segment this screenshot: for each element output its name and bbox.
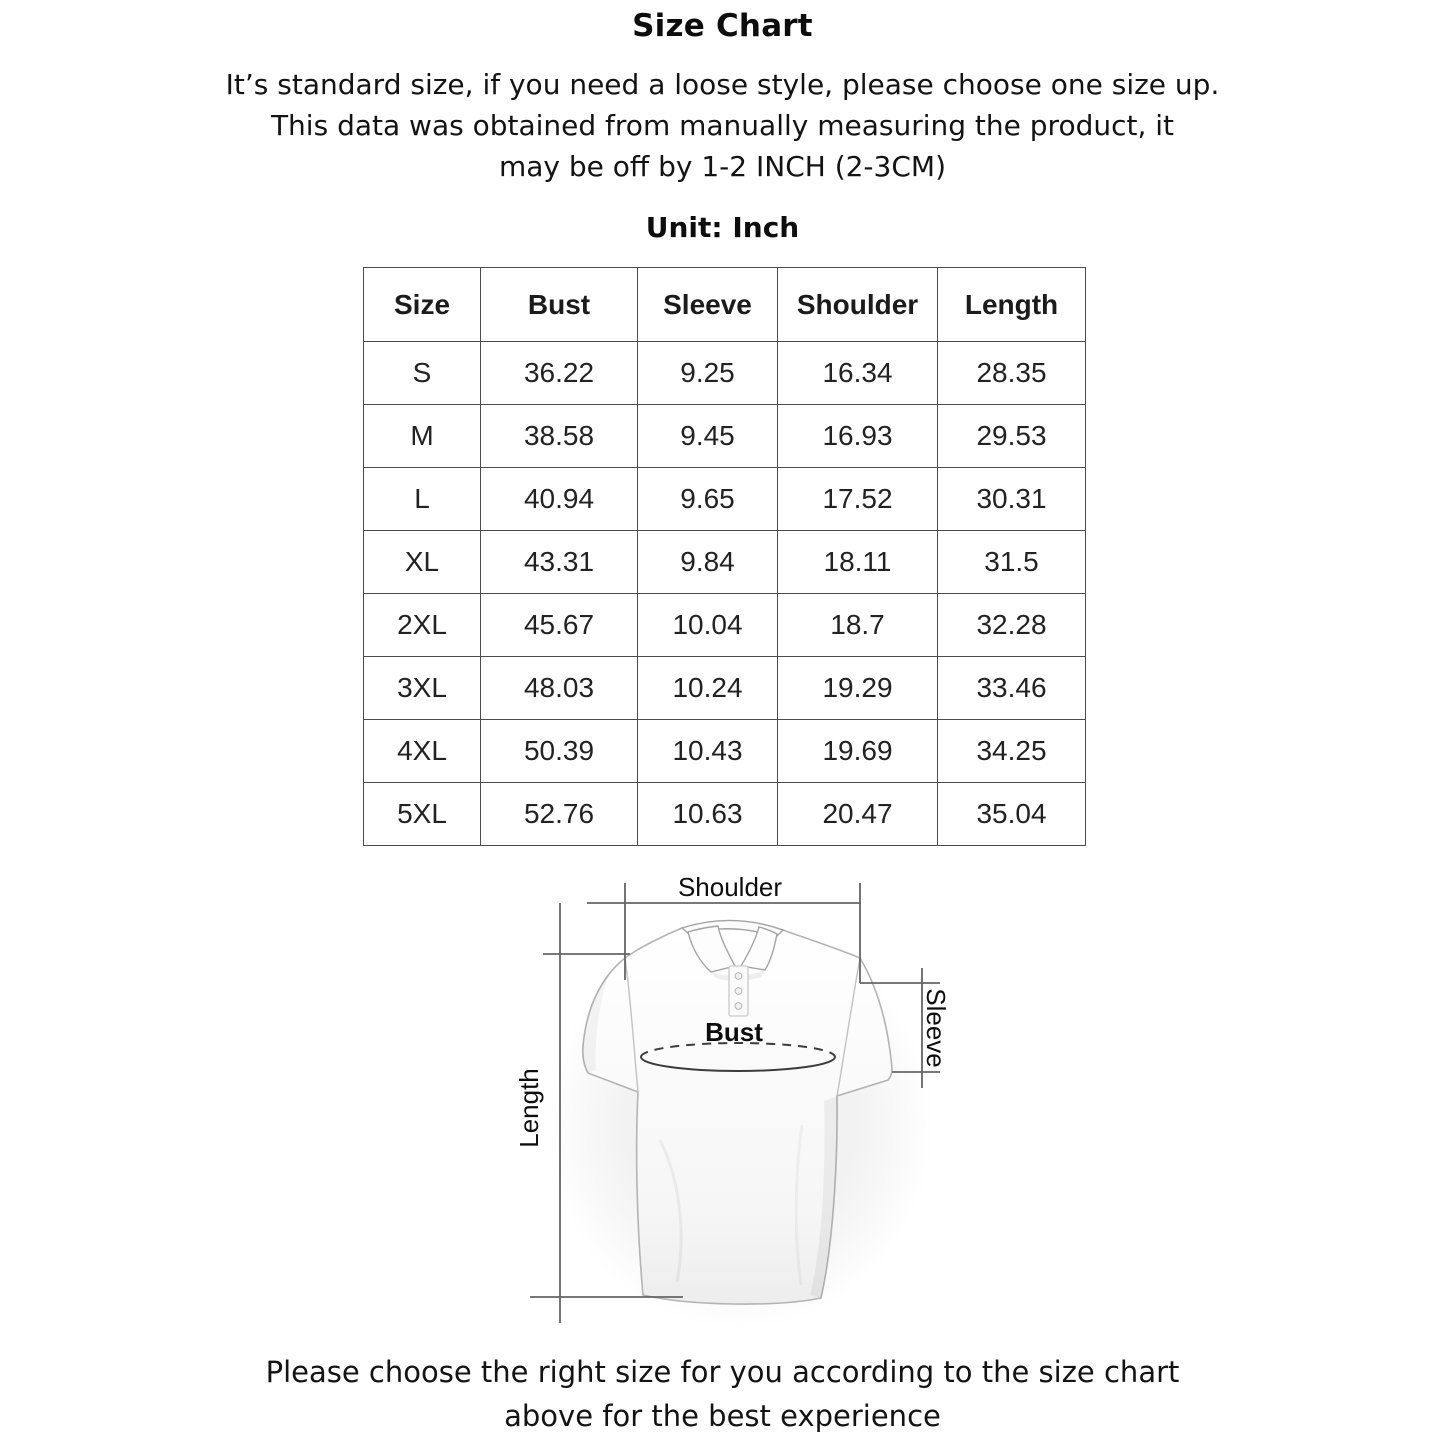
description-line-2: This data was obtained from manually measuring the product, it — [270, 109, 1175, 142]
size-description — [0, 64, 1445, 187]
table-cell: 4XL — [364, 720, 481, 783]
shoulder-label: Shoulder — [677, 872, 783, 902]
table-cell: 19.69 — [778, 720, 938, 783]
page-title: Size Chart — [632, 8, 813, 44]
table-cell: S — [364, 342, 481, 405]
table-cell: 10.04 — [638, 594, 778, 657]
table-cell: 43.31 — [481, 531, 638, 594]
table-cell: 2XL — [364, 594, 481, 657]
column-header-length: Length — [938, 268, 1086, 342]
table-row — [364, 342, 1086, 405]
table-cell: 45.67 — [481, 594, 638, 657]
sleeve-label: Sleeve — [921, 988, 951, 1068]
table-row — [364, 720, 1086, 783]
column-header-size: Size — [364, 268, 481, 342]
table-cell: 33.46 — [938, 657, 1086, 720]
column-header-shoulder: Shoulder — [778, 268, 938, 342]
table-cell: 48.03 — [481, 657, 638, 720]
table-cell: 34.25 — [938, 720, 1086, 783]
table-cell: 18.7 — [778, 594, 938, 657]
table-cell: 30.31 — [938, 468, 1086, 531]
table-cell: 3XL — [364, 657, 481, 720]
table-cell: 19.29 — [778, 657, 938, 720]
table-cell: 36.22 — [481, 342, 638, 405]
shirt-measurement-diagram — [480, 870, 1010, 1340]
table-cell: 9.84 — [638, 531, 778, 594]
table-cell: 28.35 — [938, 342, 1086, 405]
table-row — [364, 405, 1086, 468]
footer-note — [0, 1350, 1445, 1438]
table-cell: 10.63 — [638, 783, 778, 846]
table-cell: 10.24 — [638, 657, 778, 720]
table-cell: 20.47 — [778, 783, 938, 846]
table-cell: 35.04 — [938, 783, 1086, 846]
table-cell: XL — [364, 531, 481, 594]
button — [735, 988, 742, 995]
table-row — [364, 531, 1086, 594]
table-cell: 32.28 — [938, 594, 1086, 657]
table-row — [364, 594, 1086, 657]
table-header-row — [364, 268, 1086, 342]
column-header-sleeve: Sleeve — [638, 268, 778, 342]
length-label: Length — [514, 1068, 544, 1148]
shirt-illustration — [480, 870, 1010, 1340]
footer-line-1: Please choose the right size for you according to the size chart — [265, 1355, 1180, 1389]
table-cell: 50.39 — [481, 720, 638, 783]
footer-line-2: above for the best experience — [504, 1399, 941, 1433]
table-cell: 29.53 — [938, 405, 1086, 468]
table-cell: 16.34 — [778, 342, 938, 405]
table-cell: 10.43 — [638, 720, 778, 783]
table-cell: 9.45 — [638, 405, 778, 468]
table-cell: 31.5 — [938, 531, 1086, 594]
table-row — [364, 468, 1086, 531]
table-cell: 38.58 — [481, 405, 638, 468]
table-row — [364, 783, 1086, 846]
size-table — [363, 267, 1086, 846]
table-cell: 17.52 — [778, 468, 938, 531]
button — [735, 973, 742, 980]
table-cell: M — [364, 405, 481, 468]
column-header-bust: Bust — [481, 268, 638, 342]
table-cell: 18.11 — [778, 531, 938, 594]
table-cell: 16.93 — [778, 405, 938, 468]
table-cell: 9.25 — [638, 342, 778, 405]
table-cell: 9.65 — [638, 468, 778, 531]
table-cell: 52.76 — [481, 783, 638, 846]
unit-label: Unit: Inch — [645, 211, 800, 244]
table-row — [364, 657, 1086, 720]
table-cell: L — [364, 468, 481, 531]
button-placket — [729, 966, 748, 1016]
description-line-1: It’s standard size, if you need a loose style, please choose one size up. — [225, 68, 1220, 101]
table-cell: 40.94 — [481, 468, 638, 531]
bust-label: Bust — [705, 1017, 763, 1047]
description-line-3: may be off by 1-2 INCH (2-3CM) — [498, 150, 946, 183]
button — [735, 1003, 742, 1010]
table-cell: 5XL — [364, 783, 481, 846]
